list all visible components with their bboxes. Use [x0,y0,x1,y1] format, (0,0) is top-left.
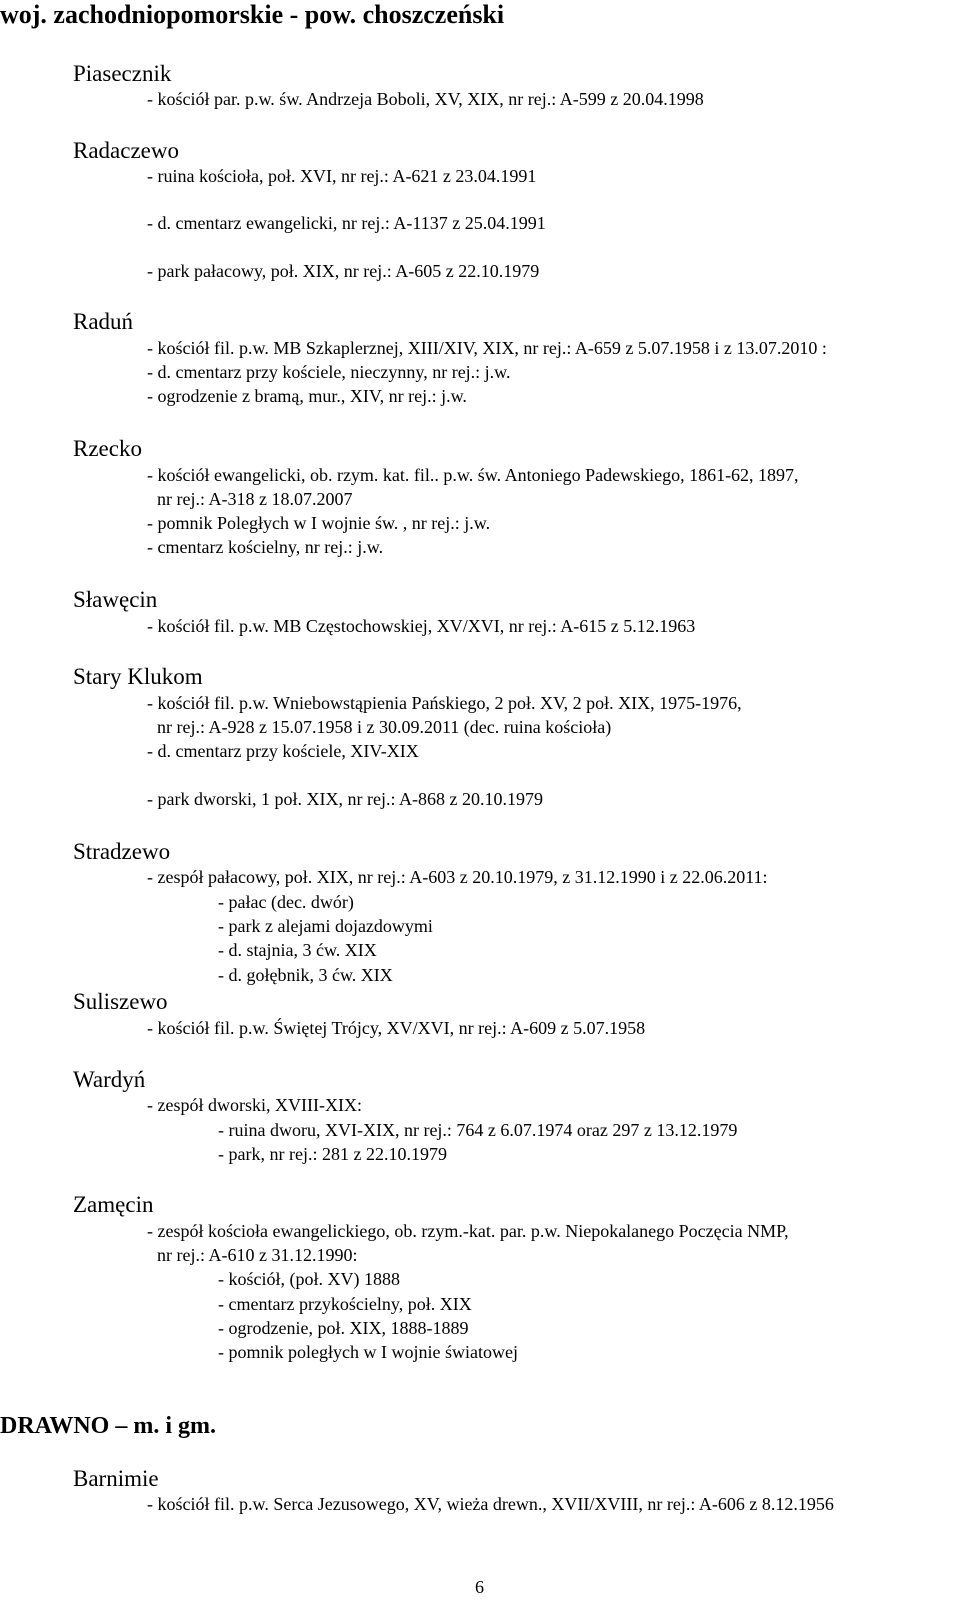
locality-piasecznik: Piasecznik [73,61,172,86]
locality-stradzewo: Stradzewo [73,839,171,864]
entry-line: - park dworski, 1 poł. XIX, nr rej.: A-868 z 20.10.1979 [147,789,543,809]
entry-line: - kościół ewangelicki, ob. rzym. kat. fil.. p.w. św. Antoniego Padewskiego, 1861-62, 1897, [147,465,799,485]
locality-suliszewo: Suliszewo [73,989,168,1014]
entry-line: - kościół fil. p.w. MB Szkaplerznej, XIII/XIV, XIX, nr rej.: A-659 z 5.07.1958 i z 13.07.2010 : [147,338,827,358]
entry-line: - ruina dworu, XVI-XIX, nr rej.: 764 z 6.07.1974 oraz 297 z 13.12.1979 [218,1120,738,1140]
entry-line: - park z alejami dojazdowymi [218,916,433,936]
entry-line: - pałac (dec. dwór) [218,892,354,912]
entry-line: - zespół pałacowy, poł. XIX, nr rej.: A-603 z 20.10.1979, z 31.12.1990 i z 22.06.2011: [147,867,768,887]
entry-line: nr rej.: A-318 z 18.07.2007 [157,489,353,509]
locality-zamecin: Zamęcin [73,1192,154,1217]
entry-line: - ogrodzenie z bramą, mur., XIV, nr rej.: j.w. [147,386,467,406]
entry-line: - pomnik Poległych w I wojnie św. , nr rej.: j.w. [147,513,491,533]
entry-line: - kościół fil. p.w. Wniebowstąpienia Pańskiego, 2 poł. XV, 2 poł. XIX, 1975-1976, [147,693,742,713]
entry-line: - kościół fil. p.w. Serca Jezusowego, XV, wieża drewn., XVII/XVIII, nr rej.: A-606 z 8.12.1956 [147,1494,834,1514]
entry-line: - d. gołębnik, 3 ćw. XIX [218,965,393,985]
entry-line: - kościół fil. p.w. Świętej Trójcy, XV/XVI, nr rej.: A-609 z 5.07.1958 [147,1018,646,1038]
locality-rzecko: Rzecko [73,436,142,461]
locality-stary-klukom: Stary Klukom [73,664,203,689]
entry-line: - cmentarz kościelny, nr rej.: j.w. [147,537,384,557]
entry-line: - d. cmentarz przy kościele, nieczynny, nr rej.: j.w. [147,362,511,382]
locality-radun: Raduń [73,309,134,334]
locality-radaczewo: Radaczewo [73,138,179,163]
page-number: 6 [475,1577,484,1597]
entry-line: - cmentarz przykościelny, poł. XIX [218,1294,472,1314]
entry-line: - d. cmentarz przy kościele, XIV-XIX [147,741,419,761]
entry-line: - park pałacowy, poł. XIX, nr rej.: A-605 z 22.10.1979 [147,261,540,281]
locality-slawecin: Sławęcin [73,587,158,612]
region-header: woj. zachodniopomorskie - pow. choszczeński [0,0,505,29]
entry-line: - pomnik poległych w I wojnie światowej [218,1342,518,1362]
entry-line: - zespół dworski, XVIII-XIX: [147,1095,362,1115]
entry-line: - park, nr rej.: 281 z 22.10.1979 [218,1144,447,1164]
locality-barnimie: Barnimie [73,1466,159,1491]
entry-line: nr rej.: A-610 z 31.12.1990: [157,1245,358,1265]
entry-line: - d. cmentarz ewangelicki, nr rej.: A-1137 z 25.04.1991 [147,213,546,233]
entry-line: - kościół par. p.w. św. Andrzeja Boboli, XV, XIX, nr rej.: A-599 z 20.04.1998 [147,89,704,109]
locality-wardyn: Wardyń [73,1067,146,1092]
entry-line: - ruina kościoła, poł. XVI, nr rej.: A-621 z 23.04.1991 [147,166,537,186]
entry-line: - zespół kościoła ewangelickiego, ob. rzym.-kat. par. p.w. Niepokalanego Poczęcia NMP, [147,1221,789,1241]
entry-line: - ogrodzenie, poł. XIX, 1888-1889 [218,1318,469,1338]
entry-line: - kościół, (poł. XV) 1888 [218,1269,400,1289]
district-header: DRAWNO – m. i gm. [0,1413,216,1439]
entry-line: nr rej.: A-928 z 15.07.1958 i z 30.09.2011 (dec. ruina kościoła) [157,717,612,737]
entry-line: - kościół fil. p.w. MB Częstochowskiej, XV/XVI, nr rej.: A-615 z 5.12.1963 [147,616,696,636]
entry-line: - d. stajnia, 3 ćw. XIX [218,940,377,960]
